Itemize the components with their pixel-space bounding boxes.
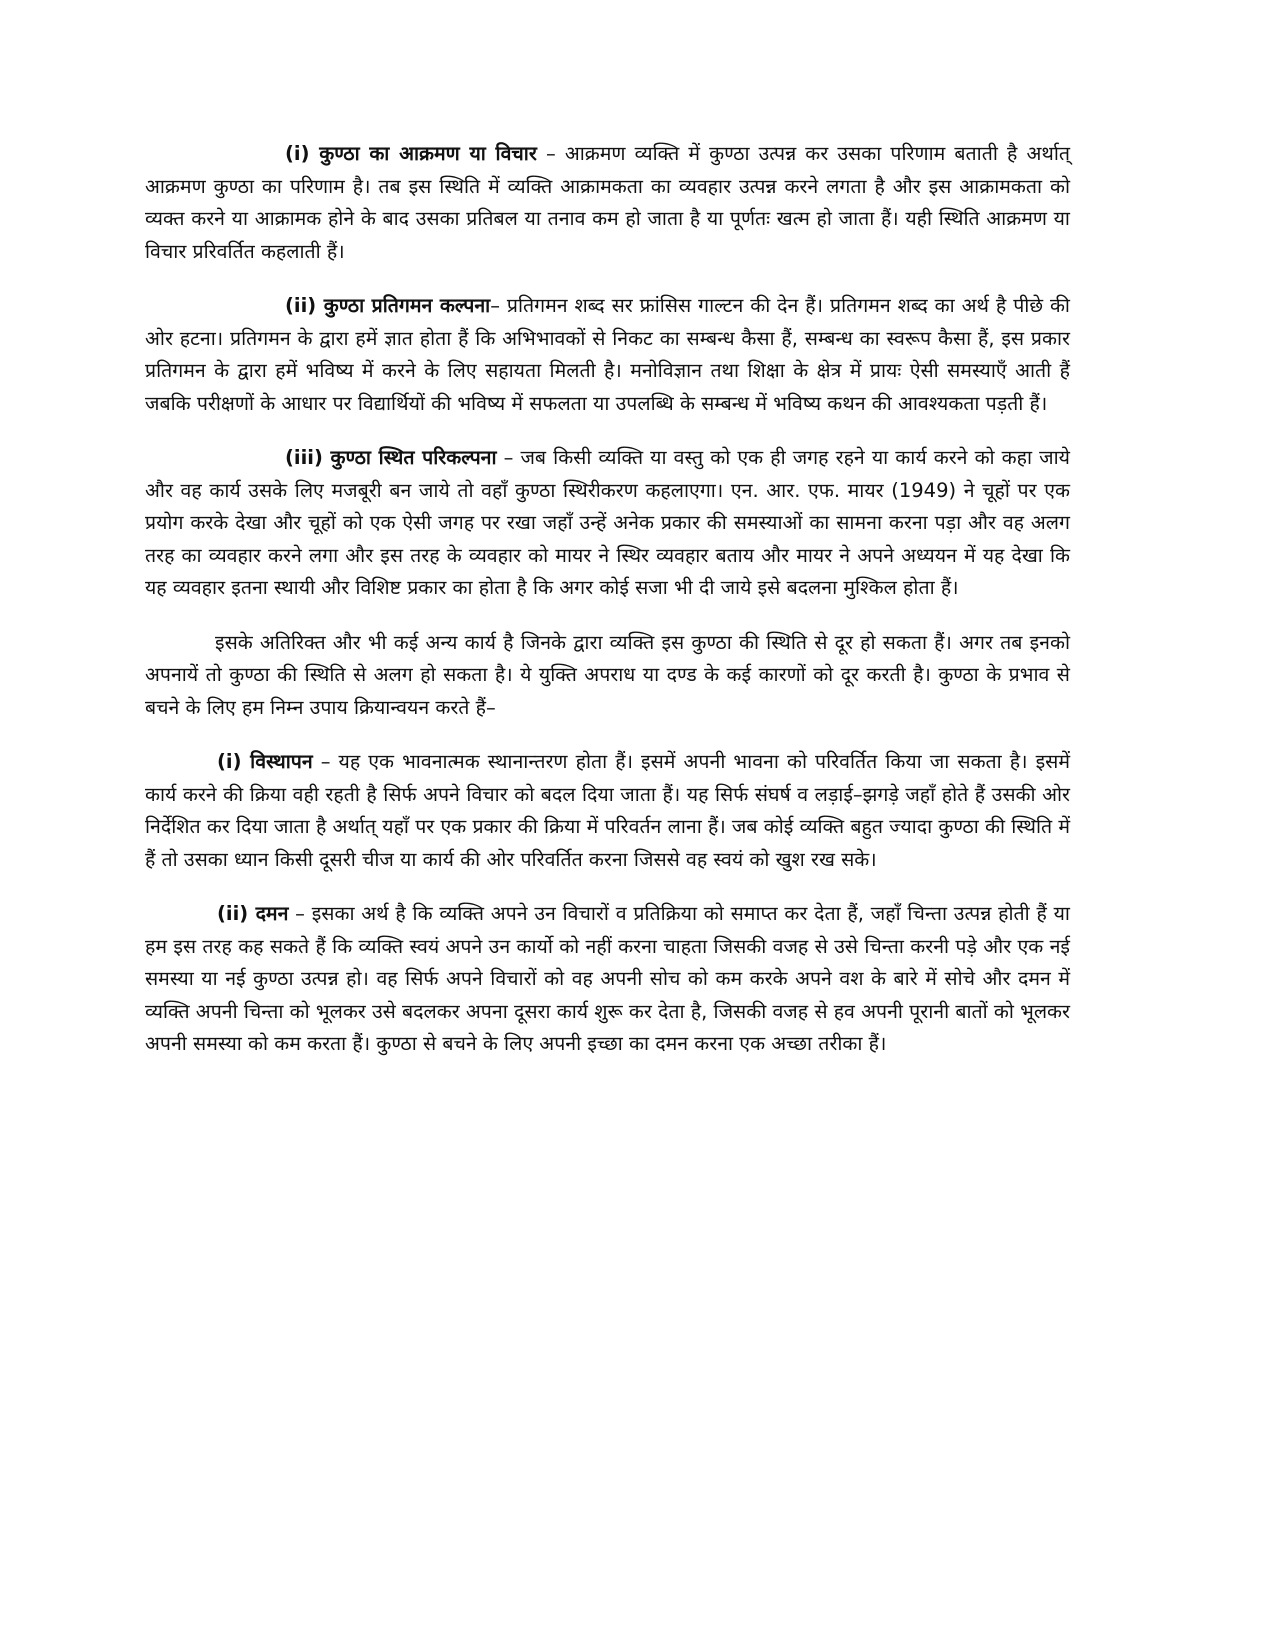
heading-suppression: (ii) दमन bbox=[217, 902, 289, 925]
body-aggression: – आक्रमण व्यक्ति में कुण्ठा उत्पन्न कर उसका परिणाम बताती है अर्थात् आक्रमण कुण्ठा का परिणाम है। तब इस स्थिति में व्यक्ति आक्रामकता का व्यवहार उत्पन्न करने लगता है और इस आक्रामकता को व्यक्त करने या आक्रामक होने के बाद उसका प्रतिबल या तनाव कम हो जाता है या पूर्णतः खत्म हो जाता हैं। यही स्थिति आक्रमण या विचार प्ररिवर्तित कहलाती हैं। bbox=[145, 142, 1071, 263]
paragraph-aggression bbox=[145, 138, 1070, 268]
heading-regression: (ii) कुण्ठा प्रतिगमन कल्पना bbox=[285, 294, 491, 317]
heading-fixation: (iii) कुण्ठा स्थित परिकल्पना bbox=[285, 446, 497, 469]
body-other-remedies: इसके अतिरिक्त और भी कई अन्य कार्य है जिनके द्वारा व्यक्ति इस कुण्ठा की स्थिति से दूर हो सकता हैं। अगर तब इनको अपनायें तो कुण्ठा की स्थिति से अलग हो सकता है। ये युक्ति अपराध या दण्ड के कई कारणों को दूर करती है। कुण्ठा के प्रभाव से बचने के लिए हम निम्न उपाय क्रियान्वयन करते हैं– bbox=[145, 630, 1070, 719]
body-suppression: – इसका अर्थ है कि व्यक्ति अपने उन विचारों व प्रतिक्रिया को समाप्त कर देता हैं, जहाँ चिन्ता उत्पन्न होती हैं या हम इस तरह कह सकते हैं कि व्यक्ति स्वयं अपने उन कार्यो को नहीं करना चाहता जिसकी वजह से उसे चिन्ता करनी पड़े और एक नई समस्या या नई कुण्ठा उत्पन्न हो। वह सिर्फ अपने विचारों को वह अपनी सोच को कम करके अपने वश के बारे में सोचे और दमन में व्यक्ति अपनी चिन्ता को भूलकर उसे बदलकर अपना दूसरा कार्य शुरू कर देता है, जिसकी वजह से हव अपनी पूरानी बातों को भूलकर अपनी समस्या को कम करता हैं। कुण्ठा से बचने के लिए अपनी इच्छा का दमन करना एक अच्छा तरीका हैं। bbox=[145, 902, 1070, 1055]
paragraph-regression bbox=[145, 290, 1070, 420]
body-displacement: – यह एक भावनात्मक स्थानान्तरण होता हैं। इसमें अपनी भावना को परिवर्तित किया जा सकता है। इसमें कार्य करने की क्रिया वही रहती है सिर्फ अपने विचार को बदल दिया जाता हैं। यह सिर्फ संघर्ष व लड़ाई–झगड़े जहाँ होते हैं उसकी ओर निर्देशित कर दिया जाता है अर्थात् यहाँ पर एक प्रकार की क्रिया में परिवर्तन लाना हैं। जब कोई व्यक्ति बहुत ज्यादा कुण्ठा की स्थिति में हैं तो उसका ध्यान किसी दूसरी चीज या कार्य की ओर परिवर्तित करना जिससे वह स्वयं को खुश रख सके। bbox=[145, 750, 1070, 871]
heading-aggression: (i) कुण्ठा का आक्रमण या विचार bbox=[285, 142, 537, 165]
paragraph-other-remedies bbox=[145, 627, 1070, 725]
body-regression: – प्रतिगमन शब्द सर फ्रांसिस गाल्टन की देन हैं। प्रतिगमन शब्द का अर्थ है पीछे की ओर हटना। प्रतिगमन के द्वारा हमें ज्ञात होता हैं कि अभिभावकों से निकट का सम्बन्ध कैसा हैं, सम्बन्ध का स्वरूप कैसा हैं, इस प्रकार प्रतिगमन के द्वारा हमें भविष्य में करने के लिए सहायता मिलती है। मनोविज्ञान तथा शिक्षा के क्षेत्र में प्रायः ऐसी समस्याएँ आती हैं जबकि परीक्षणों के आधार पर विद्यार्थियों की भविष्य में सफलता या उपलब्धि के सम्बन्ध में भविष्य कथन की आवश्यकता पड़ती हैं। bbox=[145, 294, 1070, 415]
paragraph-fixation bbox=[145, 442, 1070, 605]
paragraph-displacement bbox=[145, 746, 1070, 876]
paragraph-suppression bbox=[145, 898, 1070, 1061]
body-fixation: – जब किसी व्यक्ति या वस्तु को एक ही जगह रहने या कार्य करने को कहा जाये और वह कार्य उसके लिए मजबूरी बन जाये तो वहाँ कुण्ठा स्थिरीकरण कहलाएगा। एन. आर. एफ. मायर (1949) ने चूहों पर एक प्रयोग करके देखा और चूहों को एक ऐसी जगह पर रखा जहाँ उन्हें अनेक प्रकार की समस्याओं का सामना करना पड़ा और वह अलग तरह का व्यवहार करने लगा और इस तरह के व्यवहार को मायर ने स्थिर व्यवहार बताय और मायर ने अपने अध्ययन में यह देखा कि यह व्यवहार इतना स्थायी और विशिष्ट प्रकार का होता है कि अगर कोई सजा भी दी जाये इसे बदलना मुश्किल होता हैं। bbox=[145, 446, 1070, 599]
document-page bbox=[145, 138, 1070, 1083]
heading-displacement: (i) विस्थापन bbox=[217, 750, 313, 773]
